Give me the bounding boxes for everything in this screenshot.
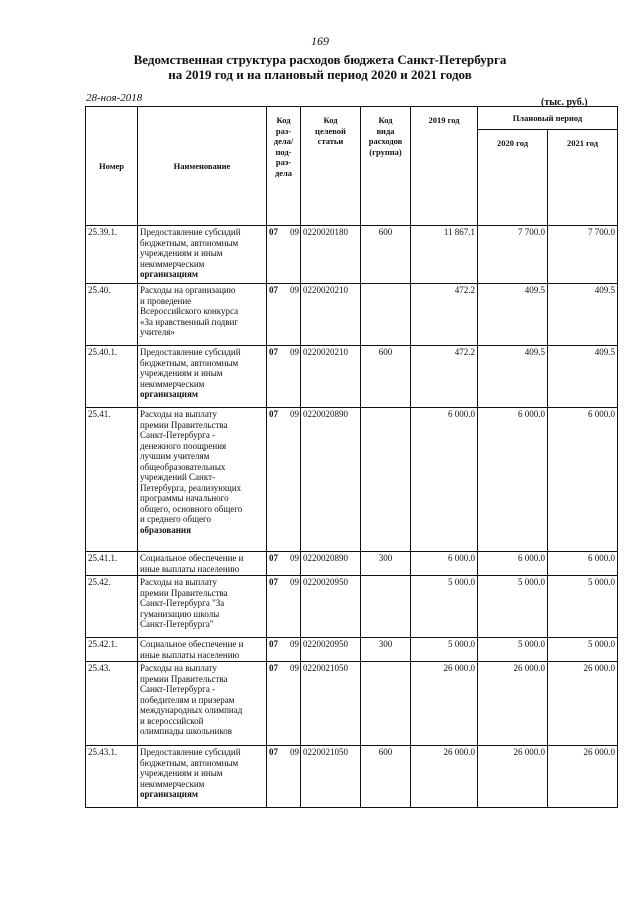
row-amount-2019: 11 867.1 <box>411 226 478 284</box>
section-code: 07 <box>269 347 278 357</box>
row-section-code <box>267 638 301 662</box>
budget-table <box>85 106 618 808</box>
row-amount-2020: 6 000.0 <box>478 408 548 552</box>
row-target-code: 0220020950 <box>301 638 361 662</box>
header-planning-period: Плановый период <box>478 107 618 130</box>
row-name <box>138 284 267 346</box>
section-code: 07 <box>269 227 278 237</box>
table-row <box>86 226 618 284</box>
row-name-line: Расходы на организацию <box>140 285 236 295</box>
row-amount-2019: 26 000.0 <box>411 746 478 808</box>
row-name <box>138 662 267 746</box>
row-amount-2021: 7 700.0 <box>548 226 618 284</box>
row-name-line: победителям и призерам <box>140 694 235 705</box>
section-code: 07 <box>269 577 278 587</box>
subsection-code: 09 <box>290 227 299 237</box>
row-name-bold-line: организациям <box>140 789 198 799</box>
row-name-line: общеобразовательных <box>140 461 226 472</box>
document-date: 28-ноя-2018 <box>86 92 143 104</box>
row-name <box>138 408 267 552</box>
table-row <box>86 638 618 662</box>
row-section-code <box>267 284 301 346</box>
row-name-line: Расходы на выплату <box>140 409 217 419</box>
row-target-code: 0220021050 <box>301 746 361 808</box>
row-amount-2020: 6 000.0 <box>478 552 548 576</box>
row-name-line: иные выплаты населению <box>140 563 240 574</box>
row-number: 25.40.1. <box>86 346 138 408</box>
row-name-line: Санкт-Петербурга - <box>140 684 216 694</box>
row-target-code: 0220020890 <box>301 552 361 576</box>
row-name <box>138 576 267 638</box>
row-section-code <box>267 408 301 552</box>
row-target-code: 0220020210 <box>301 346 361 408</box>
row-name-line: премии Правительства <box>140 587 228 598</box>
row-name-line: общего, основного общего <box>140 503 243 514</box>
row-name-line: бюджетным, автономным <box>140 237 239 248</box>
subsection-code: 09 <box>290 553 299 563</box>
row-amount-2021: 6 000.0 <box>548 408 618 552</box>
header-section-line: раз- <box>275 125 292 136</box>
row-amount-2020: 5 000.0 <box>478 638 548 662</box>
page-number: 169 <box>311 34 329 48</box>
row-target-code: 0220021050 <box>301 662 361 746</box>
row-amount-2019: 26 000.0 <box>411 662 478 746</box>
subsection-code: 09 <box>290 747 299 757</box>
header-section-line: дела/ <box>273 136 294 146</box>
row-name-line: Предоставление субсидий <box>140 747 241 757</box>
row-expense-type <box>361 408 411 552</box>
row-name <box>138 226 267 284</box>
row-section-code <box>267 226 301 284</box>
row-amount-2020: 26 000.0 <box>478 662 548 746</box>
row-name-line: учителя» <box>140 327 175 337</box>
row-expense-type: 300 <box>361 638 411 662</box>
row-name-line: Социальное обеспечение и <box>140 639 244 649</box>
row-name-line: олимпиады школьников <box>140 726 233 736</box>
header-target-line: статьи <box>317 136 344 146</box>
header-section-line: дела <box>274 167 293 178</box>
row-name-line: учреждениям и иным <box>140 248 223 258</box>
row-amount-2021: 26 000.0 <box>548 746 618 808</box>
row-amount-2020: 409.5 <box>478 284 548 346</box>
subsection-code: 09 <box>290 347 299 357</box>
header-number: Номер <box>86 107 138 226</box>
table-row <box>86 746 618 808</box>
section-code: 07 <box>269 285 278 295</box>
header-target <box>301 107 361 226</box>
row-amount-2019: 6 000.0 <box>411 552 478 576</box>
row-number: 25.41.1. <box>86 552 138 576</box>
header-year-2019: 2019 год <box>411 107 478 226</box>
row-name-line: премии Правительства <box>140 419 228 430</box>
row-name-line: учреждениям и иным <box>140 768 223 778</box>
row-expense-type: 600 <box>361 746 411 808</box>
row-amount-2019: 472.2 <box>411 284 478 346</box>
row-name-line: Петербурга, реализующих <box>140 482 242 493</box>
row-name <box>138 552 267 576</box>
row-amount-2020: 409.5 <box>478 346 548 408</box>
header-expense-type-line: вида <box>376 125 395 136</box>
subsection-code: 09 <box>290 639 299 649</box>
row-number: 25.43. <box>86 662 138 746</box>
title-line-1: Ведомственная структура расходов бюджета Санкт-Петербурга <box>133 52 507 67</box>
table-row <box>86 284 618 346</box>
row-name-line: бюджетным, автономным <box>140 757 239 768</box>
row-name-line: Санкт-Петербурга "За <box>140 598 225 608</box>
header-expense-type-line: расходов <box>368 136 403 146</box>
row-amount-2020: 7 700.0 <box>478 226 548 284</box>
row-section-code <box>267 552 301 576</box>
row-name-line: и всероссийской <box>140 715 204 726</box>
header-section-line: под- <box>275 146 292 157</box>
table-row <box>86 552 618 576</box>
header-section-line: раз- <box>275 157 292 167</box>
document-title <box>60 52 580 82</box>
row-name-bold-line: образования <box>140 524 191 535</box>
row-name-line: некоммерческим <box>140 778 205 789</box>
row-name-line: и среднего общего <box>140 514 212 524</box>
row-amount-2021: 409.5 <box>548 284 618 346</box>
subsection-code: 09 <box>290 663 299 673</box>
header-year-2020: 2020 год <box>478 130 548 226</box>
row-number: 25.41. <box>86 408 138 552</box>
section-code: 07 <box>269 639 278 649</box>
header-expense-type-line: (группа) <box>369 146 402 157</box>
row-section-code <box>267 346 301 408</box>
header-section-line: Код <box>276 115 291 125</box>
row-expense-type: 600 <box>361 346 411 408</box>
subsection-code: 09 <box>290 285 299 295</box>
row-number: 25.42.1. <box>86 638 138 662</box>
row-name-line: Расходы на выплату <box>140 663 217 673</box>
subsection-code: 09 <box>290 577 299 587</box>
row-name-line: некоммерческим <box>140 258 205 269</box>
row-name-line: Предоставление субсидий <box>140 227 241 237</box>
row-name-line: Санкт-Петербурга - <box>140 430 216 440</box>
header-year-2021: 2021 год <box>548 130 618 226</box>
row-name-line: учреждениям и иным <box>140 368 223 378</box>
row-number: 25.43.1. <box>86 746 138 808</box>
row-target-code: 0220020890 <box>301 408 361 552</box>
row-name-line: денежного поощрения <box>140 440 227 451</box>
row-expense-type: 600 <box>361 226 411 284</box>
row-amount-2021: 5 000.0 <box>548 638 618 662</box>
row-name-line: Санкт-Петербурга" <box>140 619 214 629</box>
row-expense-type: 300 <box>361 552 411 576</box>
row-amount-2019: 5 000.0 <box>411 638 478 662</box>
table-row <box>86 576 618 638</box>
row-name-line: бюджетным, автономным <box>140 357 239 368</box>
row-name-line: Предоставление субсидий <box>140 347 241 357</box>
section-code: 07 <box>269 663 278 673</box>
row-name-line: некоммерческим <box>140 378 205 389</box>
row-name-line: Расходы на выплату <box>140 577 217 587</box>
row-name-line: Социальное обеспечение и <box>140 553 244 563</box>
row-number: 25.39.1. <box>86 226 138 284</box>
row-name-line: Всероссийского конкурса <box>140 306 239 316</box>
row-amount-2021: 5 000.0 <box>548 576 618 638</box>
row-name-bold-line: организациям <box>140 269 198 279</box>
row-amount-2019: 6 000.0 <box>411 408 478 552</box>
row-target-code: 0220020210 <box>301 284 361 346</box>
section-code: 07 <box>269 553 278 563</box>
row-expense-type <box>361 284 411 346</box>
row-name-line: программы начального <box>140 493 229 503</box>
row-name-line: иные выплаты населению <box>140 649 240 660</box>
header-expense-type <box>361 107 411 226</box>
row-name-line: «За нравственный подвиг <box>140 316 239 327</box>
header-target-line: целевой <box>315 125 346 136</box>
table-row <box>86 346 618 408</box>
row-name <box>138 638 267 662</box>
row-name-line: учреждений Санкт- <box>140 472 216 482</box>
row-amount-2021: 6 000.0 <box>548 552 618 576</box>
row-section-code <box>267 662 301 746</box>
units-label: (тыс. руб.) <box>541 97 588 108</box>
row-target-code: 0220020180 <box>301 226 361 284</box>
row-name-line: гуманизацию школы <box>140 608 220 619</box>
table-row <box>86 408 618 552</box>
header-expense-type-line: Код <box>378 115 393 125</box>
row-amount-2021: 26 000.0 <box>548 662 618 746</box>
header-section <box>267 107 301 226</box>
header-name: Наименование <box>138 107 267 226</box>
section-code: 07 <box>269 747 278 757</box>
row-name-line: премии Правительства <box>140 673 228 684</box>
subsection-code: 09 <box>290 409 299 419</box>
row-number: 25.40. <box>86 284 138 346</box>
row-section-code <box>267 576 301 638</box>
row-number: 25.42. <box>86 576 138 638</box>
row-name-bold-line: организациям <box>140 389 198 399</box>
table-body <box>86 226 618 808</box>
row-amount-2019: 5 000.0 <box>411 576 478 638</box>
row-name-line: и проведение <box>140 295 192 306</box>
row-amount-2019: 472.2 <box>411 346 478 408</box>
table-row <box>86 662 618 746</box>
row-expense-type <box>361 662 411 746</box>
row-name-line: международных олимпиад <box>140 705 243 715</box>
row-amount-2020: 26 000.0 <box>478 746 548 808</box>
title-line-2: на 2019 год и на плановый период 2020 и 2021 годов <box>168 67 472 82</box>
row-name <box>138 346 267 408</box>
row-name-line: лучшим учителям <box>140 451 210 461</box>
header-target-line: Код <box>323 115 338 125</box>
row-amount-2021: 409.5 <box>548 346 618 408</box>
row-name <box>138 746 267 808</box>
row-target-code: 0220020950 <box>301 576 361 638</box>
row-expense-type <box>361 576 411 638</box>
row-amount-2020: 5 000.0 <box>478 576 548 638</box>
row-section-code <box>267 746 301 808</box>
section-code: 07 <box>269 409 278 419</box>
